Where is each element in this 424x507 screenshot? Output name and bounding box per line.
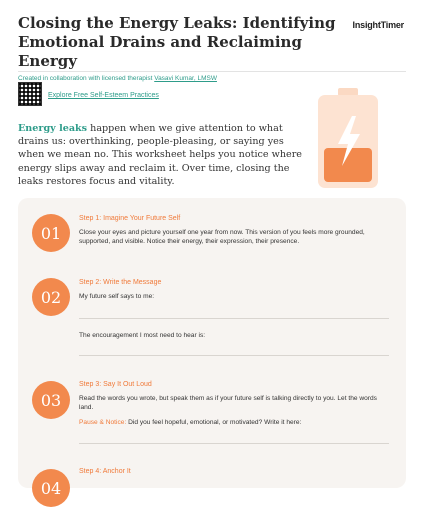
battery-icon bbox=[314, 88, 382, 190]
step-2-text: My future self says to me: bbox=[79, 293, 155, 300]
intro-paragraph bbox=[18, 122, 308, 188]
step-2-title: Step 2: Write the Message bbox=[79, 279, 162, 286]
page-title: Closing the Energy Leaks: Identifying Emotional Drains and Reclaiming Energy bbox=[18, 14, 336, 70]
step-4-badge: 04 bbox=[32, 469, 70, 507]
step-2-badge: 02 bbox=[32, 278, 70, 316]
step-4-title: Step 4: Anchor It bbox=[79, 468, 131, 475]
step-3-title: Step 3: Say It Out Loud bbox=[79, 381, 152, 388]
subtitle bbox=[18, 75, 408, 82]
step-1-text: Close your eyes and picture yourself one year from now. This version of you feels more grounded, supported, and visible. Notice their energy, their expression, their presence. bbox=[79, 229, 365, 246]
brand-logo: InsightTimer bbox=[352, 20, 404, 30]
pause-text: Did you feel hopeful, emotional, or motivated? Write it here: bbox=[126, 419, 302, 426]
qr-code-icon bbox=[18, 82, 42, 106]
answer-line[interactable] bbox=[79, 355, 389, 356]
explore-practices-link[interactable]: Explore Free Self-Esteem Practices bbox=[48, 92, 159, 99]
pause-label: Pause & Notice: bbox=[79, 419, 127, 426]
intro-body: happen when we give attention to what drains us: overthinking, people-pleasing, or saying yes when we mean no. This worksheet helps you notice where energy slips away and reclaim it. Over time, closing the leaks restores focus and vitality. bbox=[18, 123, 302, 187]
step-3-badge: 03 bbox=[32, 381, 70, 419]
header-divider bbox=[18, 71, 406, 72]
step-1-badge: 01 bbox=[32, 214, 70, 252]
answer-line[interactable] bbox=[79, 443, 389, 444]
steps-card bbox=[18, 198, 406, 498]
step-1-title: Step 1: Imagine Your Future Self bbox=[79, 215, 181, 222]
step-3-pause bbox=[79, 418, 389, 427]
step-2-text-2: The encouragement I most need to hear is: bbox=[79, 332, 206, 339]
intro-highlight: Energy leaks bbox=[18, 123, 88, 134]
answer-line[interactable] bbox=[79, 318, 389, 319]
subtitle-prefix: Created in collaboration with licensed therapist bbox=[18, 75, 155, 82]
author-link[interactable]: Vasavi Kumar, LMSW bbox=[154, 75, 217, 82]
step-3-text: Read the words you wrote, but speak them as if your future self is talking directly to you. Let the words land. bbox=[79, 395, 377, 412]
